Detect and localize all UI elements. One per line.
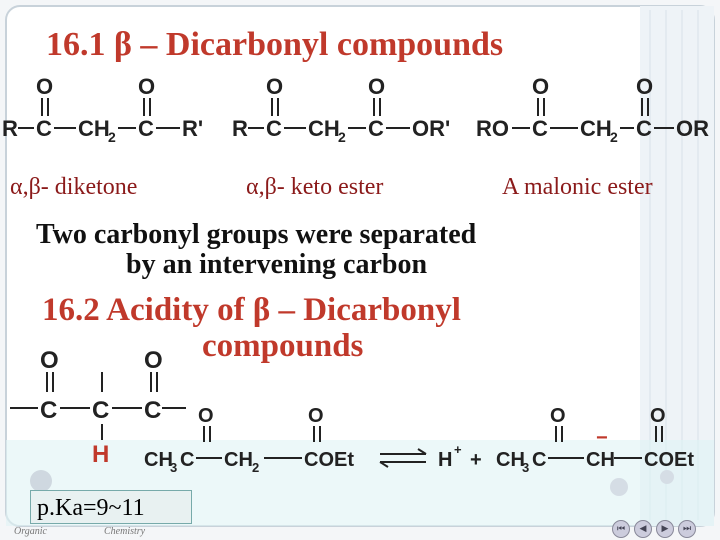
svg-text:RO: RO — [476, 116, 509, 141]
svg-text:C: C — [36, 116, 52, 141]
last-icon[interactable]: ⏭ — [678, 520, 696, 538]
svg-text:C: C — [40, 397, 58, 424]
svg-text:COEt: COEt — [644, 449, 694, 471]
structure-malonic-ester — [476, 74, 716, 146]
svg-text:O: O — [266, 74, 284, 99]
svg-text:CH: CH — [586, 449, 615, 471]
svg-text:C: C — [636, 116, 652, 141]
first-icon[interactable]: ⏮ — [612, 520, 630, 538]
svg-text:C: C — [180, 449, 195, 471]
brand-organic: Organic — [14, 526, 47, 537]
structure-diketone — [0, 74, 230, 146]
svg-text:O: O — [36, 74, 54, 99]
svg-text:O: O — [650, 405, 666, 427]
svg-text:R': R' — [182, 116, 204, 141]
svg-text:+: + — [454, 442, 462, 457]
description-text: Two carbonyl groups were separated by an intervening carbon — [36, 219, 477, 280]
molecule-decoration — [610, 478, 628, 496]
svg-text:C: C — [532, 449, 547, 471]
molecule-decoration — [30, 470, 52, 492]
svg-text:CH: CH — [78, 116, 110, 141]
svg-text:O: O — [198, 405, 214, 427]
pka-box: p.Ka=9~11 — [30, 490, 192, 524]
svg-text:OR': OR' — [412, 116, 451, 141]
svg-text:H: H — [438, 449, 453, 471]
svg-text:O: O — [550, 405, 566, 427]
svg-text:3: 3 — [522, 460, 530, 475]
svg-text:O: O — [532, 74, 550, 99]
section-title-16-2: 16.2 Acidity of β – Dicarbonyl compounds — [42, 292, 461, 364]
svg-text:CH: CH — [580, 116, 612, 141]
structure-keto-ester — [232, 74, 472, 146]
svg-text:CH: CH — [496, 449, 525, 471]
svg-text:2: 2 — [610, 129, 618, 145]
acidic-hydrogen: H — [92, 441, 110, 468]
atom-r: R — [2, 116, 18, 141]
prev-icon[interactable]: ◀ — [634, 520, 652, 538]
svg-text:2: 2 — [338, 129, 346, 145]
svg-text:−: − — [596, 427, 608, 449]
reaction-equilibrium — [140, 400, 712, 480]
brand-chemistry: Chemistry — [104, 526, 146, 537]
caption-malonic-ester: A malonic ester — [502, 174, 653, 200]
svg-text:C: C — [92, 397, 110, 424]
caption-diketone: α,β- diketone — [10, 174, 138, 200]
svg-text:3: 3 — [170, 460, 178, 475]
svg-text:R: R — [232, 116, 248, 141]
svg-text:CH: CH — [224, 449, 253, 471]
svg-text:C: C — [266, 116, 282, 141]
svg-text:O: O — [138, 74, 156, 99]
svg-text:O: O — [636, 74, 654, 99]
svg-text:2: 2 — [108, 129, 116, 145]
svg-text:C: C — [144, 397, 162, 424]
svg-text:O: O — [308, 405, 324, 427]
svg-text:2: 2 — [252, 460, 260, 475]
svg-text:C: C — [532, 116, 548, 141]
svg-text:O: O — [144, 347, 163, 374]
svg-text:O: O — [40, 347, 59, 374]
next-icon[interactable]: ▶ — [656, 520, 674, 538]
svg-text:CH: CH — [144, 449, 173, 471]
svg-text:COEt: COEt — [304, 449, 354, 471]
section-title-16-1: 16.1 β – Dicarbonyl compounds — [46, 26, 504, 63]
svg-text:+: + — [470, 449, 482, 471]
caption-keto-ester: α,β- keto ester — [246, 174, 384, 200]
svg-text:C: C — [138, 116, 154, 141]
svg-text:OR: OR — [676, 116, 709, 141]
svg-text:CH: CH — [308, 116, 340, 141]
svg-text:C: C — [368, 116, 384, 141]
svg-text:O: O — [368, 74, 386, 99]
